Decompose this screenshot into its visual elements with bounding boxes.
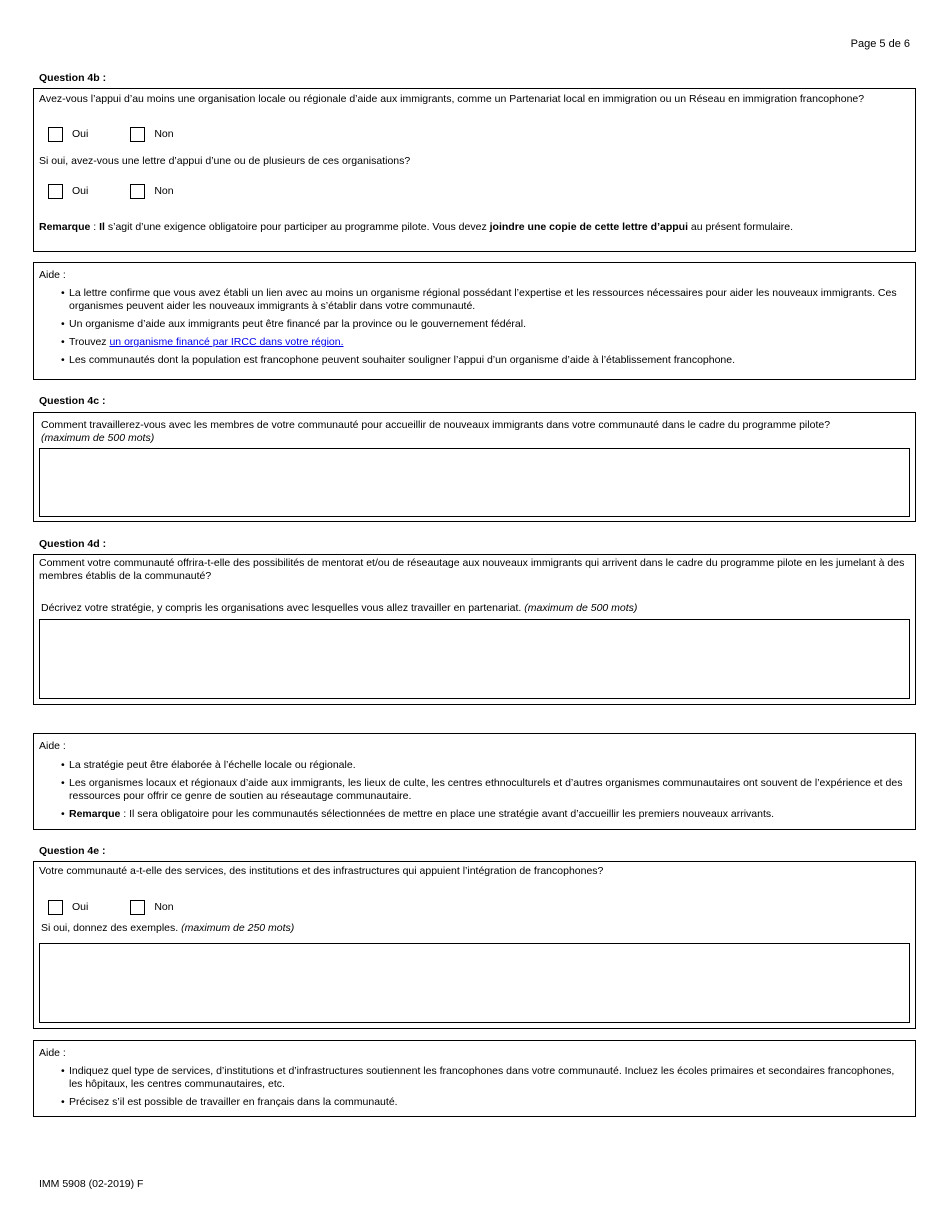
question-4e-label: Question 4e : bbox=[39, 845, 106, 857]
remark-bold-1: Il bbox=[99, 221, 105, 233]
question-4b-text: Avez-vous l’appui d’au moins une organisation locale ou régionale d’aide aux immigrants, comme un Partenariat local en immigration ou un Réseau en immigration francophone? bbox=[39, 93, 865, 105]
question-4e-box bbox=[33, 861, 916, 1029]
help-item: • Les organismes locaux et régionaux d’aide aux immigrants, les lieux de culte, les centres ethnoculturels et d’autres organismes communautaires ont souvent de l’expérience et des ressources pour offrir ce genre de soutien au réseautage communautaire. bbox=[61, 777, 907, 803]
question-4d-instruction bbox=[41, 602, 907, 615]
q4b-letter-oui-checkbox[interactable] bbox=[48, 184, 63, 199]
question-4b-followup: Si oui, avez-vous une lettre d’appui d’une ou de plusieurs de ces organisations? bbox=[39, 155, 411, 167]
question-4e-limit: (maximum de 250 mots) bbox=[181, 922, 295, 934]
question-4c-question: Comment travaillerez-vous avec les membres de votre communauté pour accueillir de nouveaux immigrants dans votre communauté dans le cadre du programme pilote? bbox=[41, 419, 831, 431]
remark-sep: : bbox=[90, 221, 100, 233]
q4e-oui-label: Oui bbox=[72, 901, 89, 913]
help-title: Aide : bbox=[39, 1047, 66, 1059]
question-4e-text: Votre communauté a-t-elle des services, des institutions et des infrastructures qui appuient l’intégration de francophones? bbox=[39, 865, 604, 877]
question-4d-label: Question 4d : bbox=[39, 538, 107, 550]
help-title: Aide : bbox=[39, 269, 66, 281]
question-4c-limit: (maximum de 500 mots) bbox=[41, 432, 155, 444]
question-4c-label: Question 4c : bbox=[39, 395, 106, 407]
q4e-non-label: Non bbox=[154, 901, 174, 913]
help-item bbox=[61, 336, 907, 349]
q4e-oui-checkbox[interactable] bbox=[48, 900, 63, 915]
remark-bold-2: joindre une copie de cette lettre d’appui bbox=[489, 221, 688, 233]
question-4e-followup bbox=[41, 922, 907, 935]
form-identifier: IMM 5908 (02-2019) F bbox=[39, 1178, 144, 1190]
question-4b-box bbox=[33, 88, 916, 252]
ircc-organization-link[interactable]: un organisme financé par IRCC dans votre région. bbox=[109, 336, 344, 348]
question-4c-textarea[interactable] bbox=[39, 448, 910, 517]
q4b-letter-oui-label: Oui bbox=[72, 185, 89, 197]
question-4b-followup-options bbox=[48, 182, 216, 200]
help-remark-text: : Il sera obligatoire pour les communautés sélectionnées de mettre en place une stratégie avant d’accueillir les premiers nouveaux arrivants. bbox=[120, 808, 775, 820]
question-4b-label: Question 4b : bbox=[39, 72, 107, 84]
question-4d-limit: (maximum de 500 mots) bbox=[524, 602, 638, 614]
help-box-4e bbox=[33, 1040, 916, 1117]
help-title: Aide : bbox=[39, 740, 66, 752]
q4b-letter-non-checkbox[interactable] bbox=[130, 184, 145, 199]
q4b-oui-checkbox[interactable] bbox=[48, 127, 63, 142]
help-box-4d bbox=[33, 733, 916, 830]
q4e-non-checkbox[interactable] bbox=[130, 900, 145, 915]
question-4b-remark bbox=[39, 221, 907, 234]
remark-text-1: s’agit d’une exigence obligatoire pour participer au programme pilote. Vous devez bbox=[104, 221, 490, 233]
help-item: • Un organisme d’aide aux immigrants peut être financé par la province ou le gouvernement fédéral. bbox=[61, 318, 907, 331]
page-number: Page 5 de 6 bbox=[850, 38, 910, 50]
q4b-non-label: Non bbox=[154, 128, 174, 140]
help-list bbox=[61, 287, 907, 372]
question-4b-options bbox=[48, 125, 216, 143]
q4b-oui-label: Oui bbox=[72, 128, 89, 140]
question-4d-box bbox=[33, 554, 916, 705]
remark-text-2: au présent formulaire. bbox=[688, 221, 794, 233]
help-item bbox=[61, 808, 907, 821]
question-4d-instruction-text: Décrivez votre stratégie, y compris les organisations avec lesquelles vous allez travailler en partenariat. bbox=[41, 602, 525, 614]
help-box-4b bbox=[33, 262, 916, 380]
question-4e-followup-text: Si oui, donnez des exemples. bbox=[41, 922, 182, 934]
help-item: • La stratégie peut être élaborée à l’échelle locale ou régionale. bbox=[61, 759, 907, 772]
question-4c-text bbox=[41, 419, 907, 445]
help-item: • Indiquez quel type de services, d’institutions et d’infrastructures soutiennent les francophones dans votre communauté. Incluez les écoles primaires et secondaires francophones, les hôpitaux, les centres communautaires, etc. bbox=[61, 1065, 907, 1091]
q4b-non-checkbox[interactable] bbox=[130, 127, 145, 142]
help-list bbox=[61, 1065, 907, 1114]
question-4d-textarea[interactable] bbox=[39, 619, 910, 699]
help-item: • La lettre confirme que vous avez établi un lien avec au moins un organisme régional possédant l’expertise et les ressources nécessaires pour aider les nouveaux immigrants. Ces organismes peuvent aider les nouveaux immigrants à s’établir dans votre communauté. bbox=[61, 287, 907, 313]
question-4d-text: Comment votre communauté offrira-t-elle des possibilités de mentorat et/ou de réseautage aux nouveaux immigrants qui arrivent dans le cadre du programme pilote en les jumelant à des membres établis de la communauté? bbox=[39, 557, 905, 582]
q4b-letter-non-label: Non bbox=[154, 185, 174, 197]
help-remark-label: Remarque bbox=[69, 808, 121, 820]
question-4c-box bbox=[33, 412, 916, 522]
help-item: • Les communautés dont la population est francophone peuvent souhaiter souligner l’appui d’un organisme d’aide à l’établissement francophone. bbox=[61, 354, 907, 367]
question-4e-options bbox=[48, 898, 216, 916]
help-item: • Précisez s’il est possible de travailler en français dans la communauté. bbox=[61, 1096, 907, 1109]
remark-label: Remarque bbox=[39, 221, 91, 233]
help-item-prefix: Trouvez bbox=[69, 336, 110, 348]
help-list bbox=[61, 759, 907, 826]
question-4e-textarea[interactable] bbox=[39, 943, 910, 1023]
